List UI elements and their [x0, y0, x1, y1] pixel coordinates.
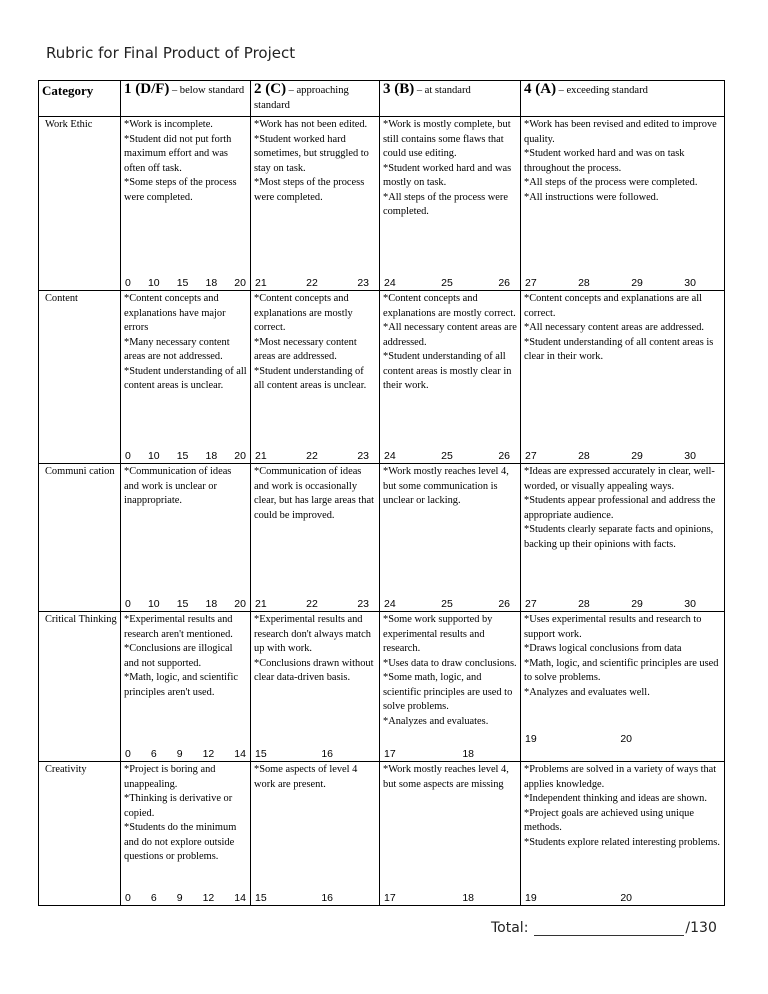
score-option[interactable]: 20	[620, 892, 632, 904]
score-option[interactable]: 14	[234, 892, 246, 904]
score-option[interactable]: 24	[384, 450, 396, 462]
score-option[interactable]: 16	[321, 748, 333, 760]
score-scale	[255, 277, 369, 289]
score-scale	[125, 598, 246, 610]
score-option[interactable]: 6	[150, 892, 157, 904]
score-option[interactable]: 25	[441, 598, 453, 610]
score-scale	[255, 598, 369, 610]
score-option[interactable]: 25	[441, 450, 453, 462]
score-option[interactable]: 30	[684, 450, 696, 462]
score-scale	[125, 748, 246, 760]
score-option[interactable]: 15	[255, 748, 267, 760]
level-grade: 3 (B)	[383, 81, 415, 97]
criteria-text: *Experimental results and research don't always match up with work. *Conclusions drawn without clear data-driven basis.	[254, 614, 374, 683]
score-option[interactable]: 20	[620, 733, 632, 745]
score-option[interactable]: 15	[176, 598, 189, 610]
rubric-cell	[251, 291, 380, 464]
score-option[interactable]: 12	[202, 748, 215, 760]
criteria-text: *Content concepts and explanations have major errors *Many necessary content areas are not addressed. *Student understanding of all content areas is unclear.	[124, 293, 247, 391]
score-option[interactable]: 22	[306, 277, 318, 289]
level-description: at standard	[424, 85, 471, 96]
criteria-text: *Content concepts and explanations are all correct. *All necessary content areas are addressed. *Student understanding of all content areas is clear in their work.	[524, 293, 714, 362]
score-option[interactable]: 28	[578, 450, 590, 462]
score-option[interactable]: 29	[631, 598, 643, 610]
criteria-text: *Problems are solved in a variety of ways that applies knowledge. *Independent thinking and ideas are shown. *Project goals are achieved using unique methods. *Students explore related interesting problems.	[524, 764, 720, 848]
score-option[interactable]: 18	[205, 277, 218, 289]
score-option[interactable]: 28	[578, 277, 590, 289]
score-option[interactable]: 21	[255, 598, 267, 610]
level-4-header: 4 (A) – exceeding standard	[521, 81, 725, 117]
category-label: Creativity	[39, 762, 121, 906]
score-scale	[384, 450, 510, 462]
score-option[interactable]: 28	[578, 598, 590, 610]
rubric-cell	[521, 117, 725, 291]
score-option[interactable]: 17	[384, 748, 396, 760]
header-row	[39, 81, 725, 117]
score-option[interactable]: 21	[255, 450, 267, 462]
score-option[interactable]: 0	[125, 598, 131, 610]
level-description: exceeding standard	[566, 85, 648, 96]
score-option[interactable]: 15	[255, 892, 267, 904]
score-option[interactable]: 6	[150, 748, 157, 760]
criteria-text: *Some aspects of level 4 work are present.	[254, 764, 358, 790]
level-grade: 4 (A)	[524, 81, 557, 97]
score-option[interactable]: 15	[176, 277, 189, 289]
criteria-text: *Work is mostly complete, but still contains some flaws that could use editing. *Student worked hard and was mostly on task. *All steps of the process were completed.	[383, 119, 512, 217]
total-blank[interactable]	[534, 921, 684, 936]
score-option[interactable]: 27	[525, 450, 537, 462]
score-option[interactable]: 0	[125, 450, 131, 462]
score-scale	[255, 892, 333, 904]
score-option[interactable]: 22	[306, 450, 318, 462]
document-title: Rubric for Final Product of Project	[46, 44, 296, 62]
score-scale	[525, 277, 696, 289]
criteria-text: *Content concepts and explanations are mostly correct. *Most necessary content areas are addressed. *Student understanding of all content areas is unclear.	[254, 293, 367, 391]
rubric-table	[38, 80, 725, 906]
score-scale	[525, 733, 632, 745]
score-option[interactable]: 25	[441, 277, 453, 289]
criteria-text: *Work has not been edited. *Student worked hard sometimes, but struggled to stay on task. *Most steps of the process were completed.	[254, 119, 369, 203]
score-option[interactable]: 20	[234, 450, 246, 462]
criteria-text: *Work has been revised and edited to improve quality. *Student worked hard and was on task throughout the process. *All steps of the process were completed. *All instructions were followed.	[524, 119, 717, 203]
score-option[interactable]: 27	[525, 277, 537, 289]
rubric-cell	[380, 762, 521, 906]
score-option[interactable]: 29	[631, 277, 643, 289]
score-option[interactable]: 15	[176, 450, 189, 462]
criteria-text: *Communication of ideas and work is occasionally clear, but has large areas that could be improved.	[254, 466, 374, 521]
rubric-cell	[121, 612, 251, 762]
score-option[interactable]: 30	[684, 598, 696, 610]
score-option[interactable]: 0	[125, 892, 131, 904]
score-option[interactable]: 23	[357, 277, 369, 289]
score-option[interactable]: 21	[255, 277, 267, 289]
score-option[interactable]: 0	[125, 277, 131, 289]
score-option[interactable]: 20	[234, 598, 246, 610]
rubric-cell	[121, 762, 251, 906]
score-option[interactable]: 30	[684, 277, 696, 289]
category-label: Critical Thinking	[39, 612, 121, 762]
rubric-cell	[121, 291, 251, 464]
rubric-cell	[121, 464, 251, 612]
level-3-header: 3 (B) – at standard	[380, 81, 521, 117]
score-option[interactable]: 27	[525, 598, 537, 610]
criteria-text: *Content concepts and explanations are mostly correct. *All necessary content areas are addressed. *Student understanding of all content areas is mostly clear in their work.	[383, 293, 517, 391]
rubric-cell	[380, 612, 521, 762]
score-option[interactable]: 18	[205, 598, 218, 610]
score-option[interactable]: 26	[498, 277, 510, 289]
level-1-header: 1 (D/F) – below standard	[121, 81, 251, 117]
score-scale	[384, 748, 474, 760]
rubric-cell	[380, 117, 521, 291]
score-option[interactable]: 23	[357, 598, 369, 610]
rubric-row	[39, 612, 725, 762]
score-option[interactable]: 18	[462, 748, 474, 760]
score-option[interactable]: 12	[202, 892, 215, 904]
total-label: Total:	[491, 920, 529, 936]
rubric-cell	[251, 117, 380, 291]
category-label: Content	[39, 291, 121, 464]
score-option[interactable]: 10	[147, 598, 160, 610]
category-header: Category	[39, 81, 121, 117]
category-label: Work Ethic	[39, 117, 121, 291]
score-option[interactable]: 19	[525, 733, 537, 745]
score-scale	[384, 892, 474, 904]
level-grade: 1 (D/F)	[124, 81, 170, 97]
score-option[interactable]: 16	[321, 892, 333, 904]
rubric-cell	[521, 762, 725, 906]
criteria-text: *Uses experimental results and research to support work. *Draws logical conclusions from data *Math, logic, and scientific principles are used to solve problems. *Analyzes and evaluates well.	[524, 614, 719, 698]
category-label: Communi cation	[39, 464, 121, 612]
score-option[interactable]: 10	[147, 450, 160, 462]
score-option[interactable]: 17	[384, 892, 396, 904]
total-max: /130	[685, 920, 717, 936]
rubric-cell	[121, 117, 251, 291]
score-scale	[255, 450, 369, 462]
rubric-cell	[251, 762, 380, 906]
rubric-row	[39, 117, 725, 291]
total-line	[491, 920, 717, 936]
score-scale	[255, 748, 333, 760]
score-option[interactable]: 18	[205, 450, 218, 462]
criteria-text: *Project is boring and unappealing. *Thinking is derivative or copied. *Students do the minimum and do not explore outside questions or problems.	[124, 764, 237, 862]
score-option[interactable]: 22	[306, 598, 318, 610]
rubric-cell	[251, 464, 380, 612]
score-option[interactable]: 9	[176, 892, 183, 904]
criteria-text: *Ideas are expressed accurately in clear, well-worded, or visually appealing ways. *Students appear professional and address the appropriate audience. *Students clearly separate facts and opinions, backing up their opinions with facts.	[524, 466, 716, 550]
rubric-cell	[521, 291, 725, 464]
score-scale	[125, 277, 246, 289]
score-option[interactable]: 26	[498, 450, 510, 462]
score-option[interactable]: 10	[147, 277, 160, 289]
rubric-row	[39, 762, 725, 906]
score-scale	[384, 277, 510, 289]
level-description: below standard	[179, 85, 245, 96]
score-scale	[525, 598, 696, 610]
score-scale	[525, 892, 632, 904]
score-option[interactable]: 29	[631, 450, 643, 462]
level-grade: 2 (C)	[254, 81, 287, 97]
score-option[interactable]: 18	[462, 892, 474, 904]
score-scale	[384, 598, 510, 610]
score-scale	[125, 450, 246, 462]
rubric-cell	[380, 464, 521, 612]
level-2-header: 2 (C) – approaching standard	[251, 81, 380, 117]
score-option[interactable]: 24	[384, 277, 396, 289]
criteria-text: *Work is incomplete. *Student did not put forth maximum effort and was often off task. *Some steps of the process were completed.	[124, 119, 237, 203]
level-description: approaching standard	[254, 85, 349, 111]
score-option[interactable]: 9	[176, 748, 183, 760]
score-scale	[125, 892, 246, 904]
score-option[interactable]: 26	[498, 598, 510, 610]
rubric-row	[39, 464, 725, 612]
rubric-row	[39, 291, 725, 464]
score-option[interactable]: 14	[234, 748, 246, 760]
rubric-cell	[521, 612, 725, 762]
criteria-text: *Work mostly reaches level 4, but some aspects are missing	[383, 764, 509, 790]
score-scale	[525, 450, 696, 462]
score-option[interactable]: 24	[384, 598, 396, 610]
score-option[interactable]: 0	[125, 748, 131, 760]
score-option[interactable]: 23	[357, 450, 369, 462]
criteria-text: *Experimental results and research aren't mentioned. *Conclusions are illogical and not supported. *Math, logic, and scientific principles aren't used.	[124, 614, 238, 698]
score-option[interactable]: 20	[234, 277, 246, 289]
score-option[interactable]: 19	[525, 892, 537, 904]
rubric-cell	[251, 612, 380, 762]
criteria-text: *Work mostly reaches level 4, but some communication is unclear or lacking.	[383, 466, 509, 506]
criteria-text: *Some work supported by experimental results and research. *Uses data to draw conclusions. *Some math, logic, and scientific principles are used to solve problems. *Analyzes and evaluates.	[383, 614, 517, 727]
rubric-cell	[380, 291, 521, 464]
rubric-cell	[521, 464, 725, 612]
criteria-text: *Communication of ideas and work is unclear or inappropriate.	[124, 466, 232, 506]
